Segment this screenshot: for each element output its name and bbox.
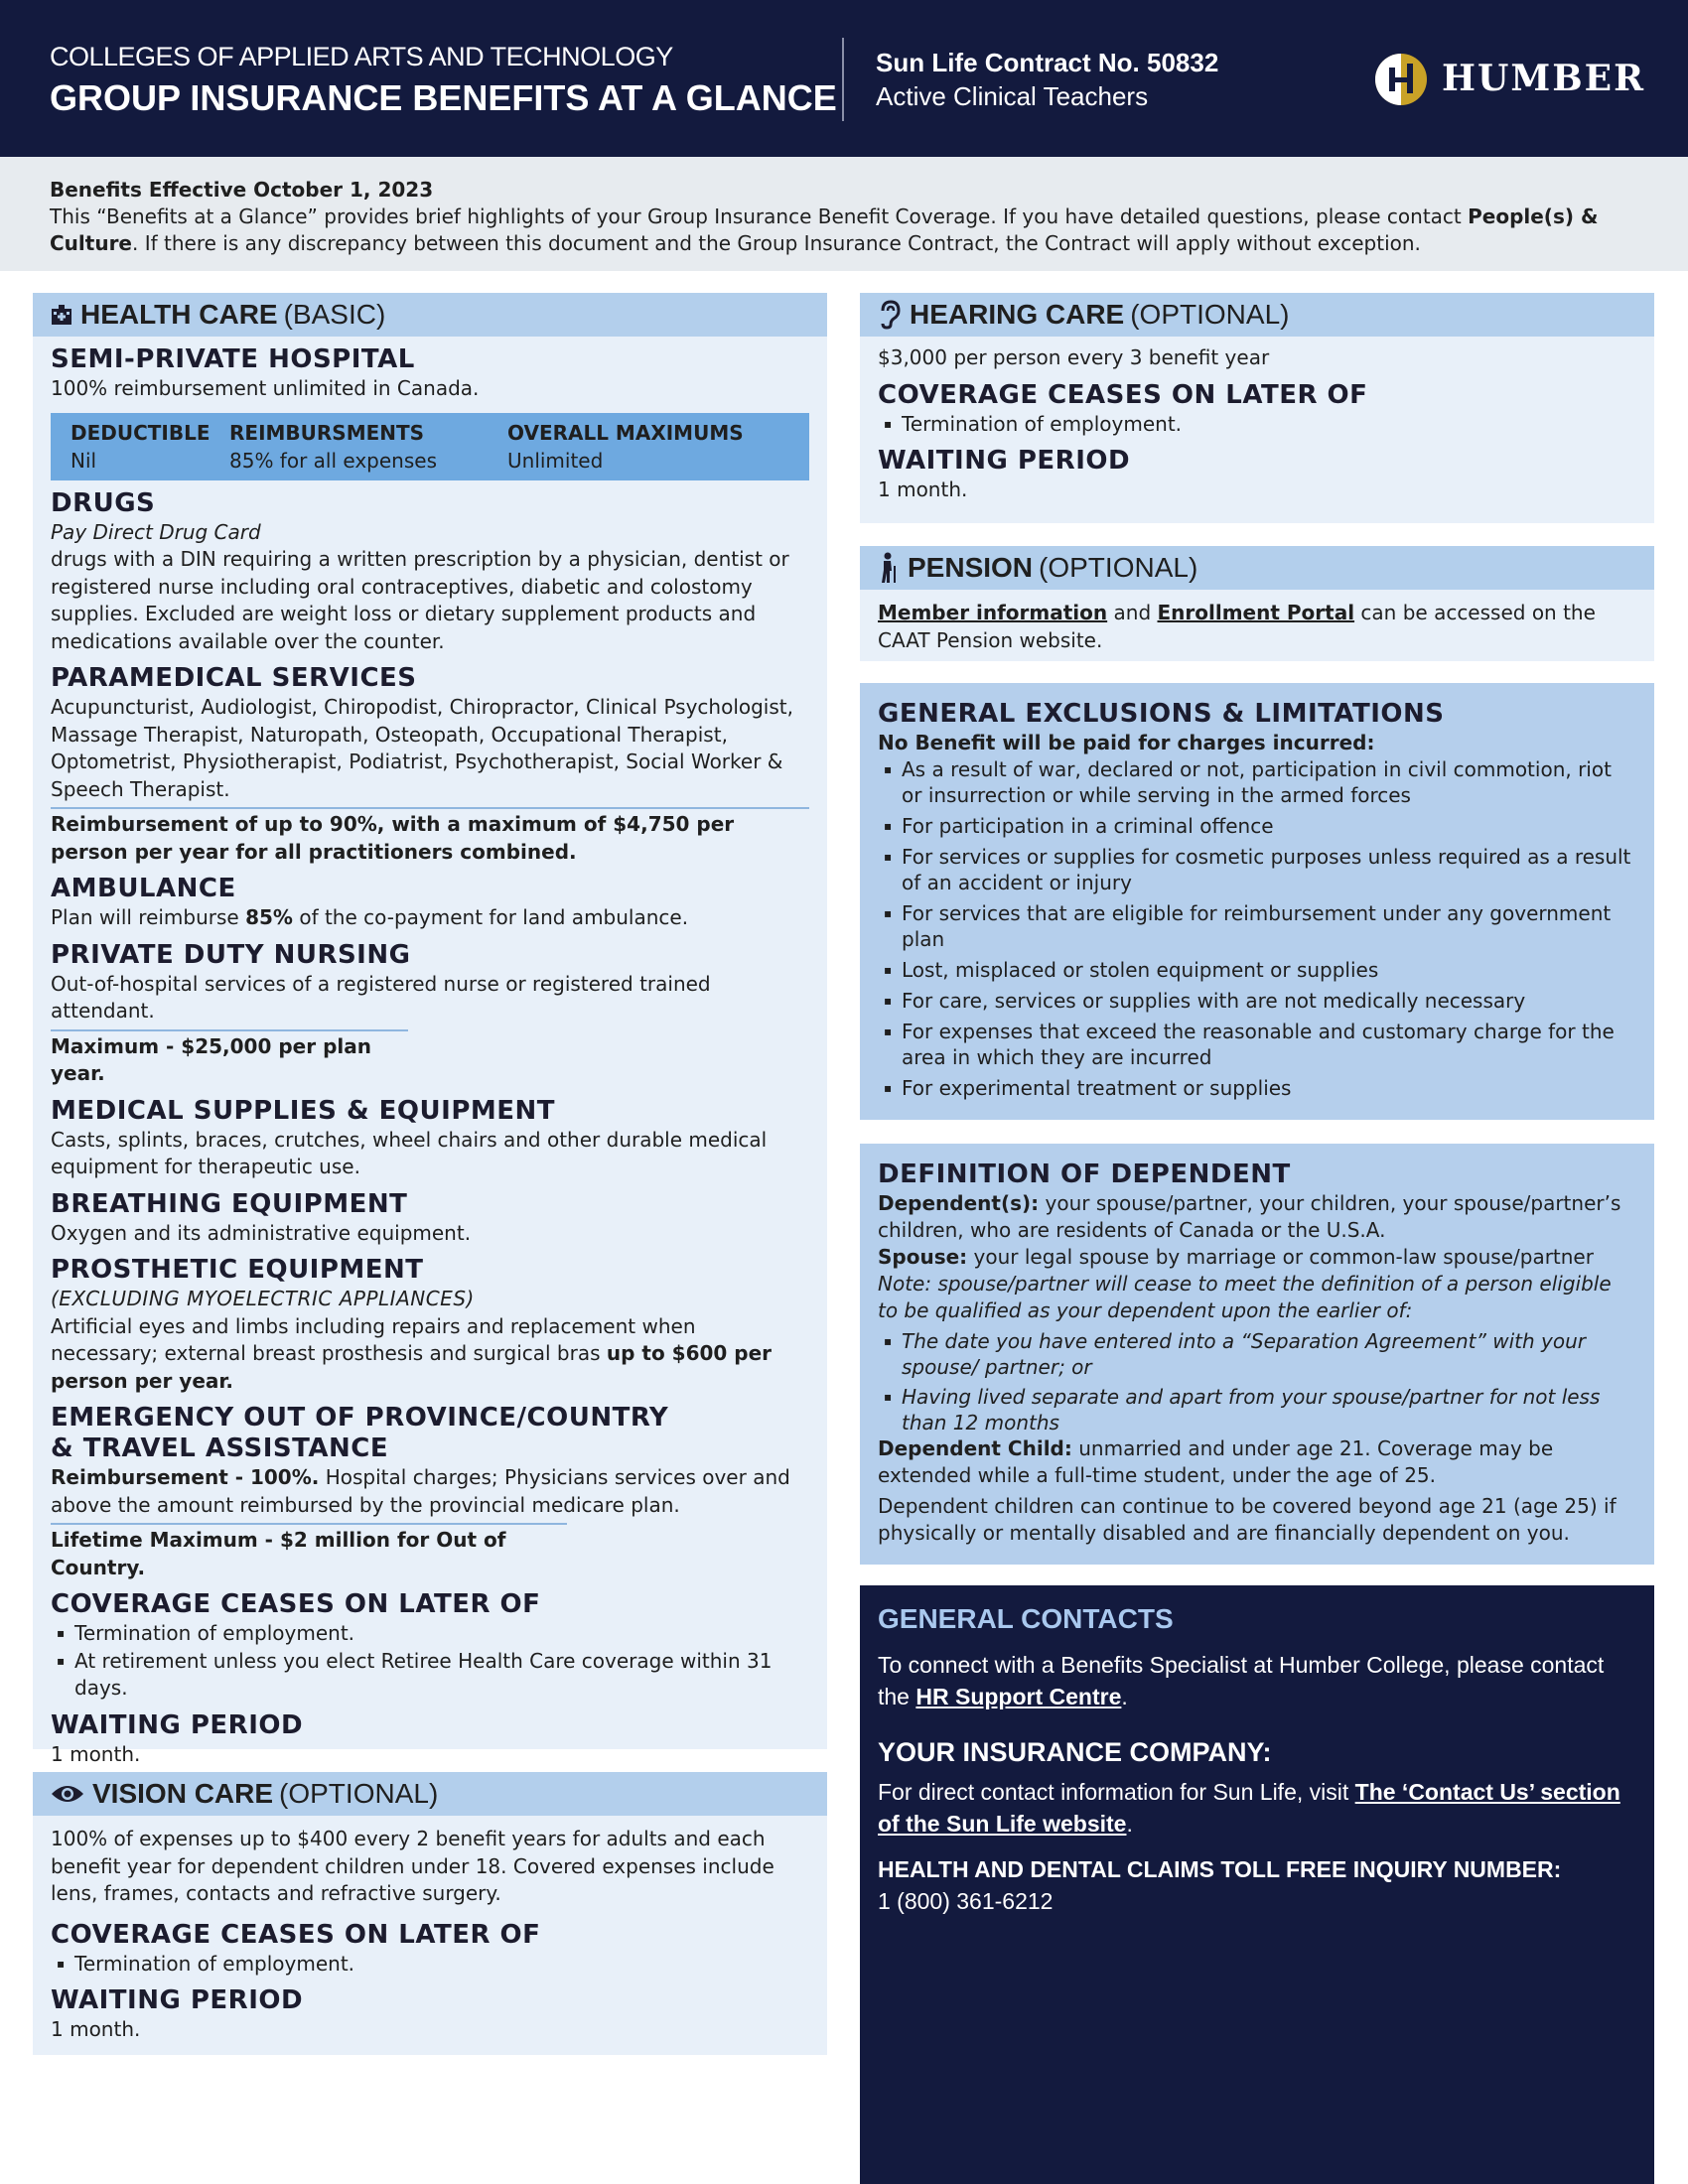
private-nursing-text: Out-of-hospital services of a registered nurse or registered trained attendant. bbox=[51, 971, 711, 1023]
drugs-text: drugs with a DIN requiring a written prescription by a physician, dentist or registered nurse including oral contraceptives, diabetic and colostomy supplies. Excluded are weight loss or dietary supplement products and medications available over the counter. bbox=[51, 547, 789, 653]
hr-contact-text: To connect with a Benefits Specialist at Humber College, please contact the HR Support Centre. bbox=[878, 1652, 1605, 1709]
disabled-children-text: Dependent children can continue to be covered beyond age 21 (age 25) if physically or mentally disabled and are financially dependent on you. bbox=[878, 1494, 1617, 1545]
hospital-text: 100% reimbursement unlimited in Canada. bbox=[51, 376, 480, 400]
hospital-heading: SEMI-PRIVATE HOSPITAL bbox=[51, 344, 415, 374]
exclusions-list bbox=[878, 756, 1636, 1101]
health-care-panel bbox=[33, 293, 827, 1766]
exclusions-heading: GENERAL EXCLUSIONS & LIMITATIONS bbox=[878, 699, 1445, 729]
emergency-maximum: Lifetime Maximum - $2 million for Out of Country. bbox=[51, 1523, 567, 1581]
medical-supplies-text: Casts, splints, braces, crutches, wheel chairs and other durable medical equipment for therapeutic use. bbox=[51, 1127, 768, 1178]
insurer-heading: YOUR INSURANCE COMPANY: bbox=[878, 1737, 1272, 1767]
waiting-period-text: 1 month. bbox=[51, 2017, 141, 2041]
vision-care-header bbox=[33, 1772, 827, 1816]
health-care-header bbox=[33, 293, 827, 337]
coverage-summary-bar: DEDUCTIBLE Nil REIMBURSMENTS 85% for all expenses OVERALL MAXIMUMS Unlimited bbox=[51, 413, 809, 480]
toll-free-number: 1 (800) 361-6212 bbox=[878, 1888, 1054, 1914]
private-nursing-maximum: Maximum - $25,000 per plan year. bbox=[51, 1029, 408, 1088]
list-item: ▪ For care, services or supplies with are not medically necessary bbox=[878, 988, 1636, 1014]
organization-name: COLLEGES OF APPLIED ARTS AND TECHNOLOGY bbox=[50, 42, 673, 71]
ambulance-text: Plan will reimburse 85% of the co-payment for land ambulance. bbox=[51, 905, 689, 929]
page-header bbox=[0, 0, 1688, 157]
employee-group: Active Clinical Teachers bbox=[876, 81, 1149, 111]
pension-text: Member information and Enrollment Portal can be accessed on the CAAT Pension website. bbox=[878, 601, 1596, 652]
list-item: ▪ For expenses that exceed the reasonable and customary charge for the area in which they are incurred bbox=[878, 1019, 1636, 1070]
coverage-ceases-list bbox=[51, 1951, 809, 1979]
spouse-note: Note: spouse/partner will cease to meet the definition of a person eligible to be qualified as your dependent upon the earlier of: bbox=[878, 1272, 1612, 1322]
enrollment-portal-link[interactable]: Enrollment Portal bbox=[1157, 601, 1355, 624]
section-title: PENSION bbox=[908, 552, 1034, 583]
coverage-ceases-heading: COVERAGE CEASES ON LATER OF bbox=[51, 1919, 541, 1950]
breathing-text: Oxygen and its administrative equipment. bbox=[51, 1220, 472, 1245]
dependent-text: Dependent(s): your spouse/partner, your children, your spouse/partner’s children, who are residents of Canada or the U.S.A. bbox=[878, 1191, 1621, 1242]
intro-section bbox=[0, 157, 1688, 271]
hearing-care-header bbox=[860, 293, 1654, 337]
exclusions-lead: No Benefit will be paid for charges incurred: bbox=[878, 731, 1375, 754]
prosthetic-heading: PROSTHETIC EQUIPMENT bbox=[51, 1255, 424, 1285]
person-cane-icon bbox=[878, 552, 900, 584]
coverage-ceases-heading: COVERAGE CEASES ON LATER OF bbox=[51, 1589, 541, 1619]
list-item: ▪ The date you have entered into a “Separation Agreement” with your spouse/ partner; or bbox=[878, 1328, 1636, 1380]
member-information-link[interactable]: Member information bbox=[878, 601, 1108, 624]
section-tag: (OPTIONAL) bbox=[279, 1778, 439, 1809]
ambulance-heading: AMBULANCE bbox=[51, 874, 236, 903]
reimbursement-value: 85% for all expenses bbox=[229, 448, 438, 473]
paramedical-maximum: Reimbursement of up to 90%, with a maximum of $4,750 per person per year for all practitioners combined. bbox=[51, 807, 809, 866]
section-tag: (OPTIONAL) bbox=[1039, 552, 1198, 583]
list-item: ▪ Termination of employment. bbox=[51, 1951, 809, 1979]
intro-text: This “Benefits at a Glance” provides brief highlights of your Group Insurance Benefit Coverage. If you have detailed questions, please contact People(s) & Culture. If there is any discrepancy between this document and the Group Insurance Contract, the Contract will apply without exception. bbox=[50, 205, 1599, 255]
section-tag: (BASIC) bbox=[283, 299, 386, 330]
humber-logo-text: HUMBER bbox=[1442, 58, 1646, 99]
dependent-definition-panel bbox=[860, 1144, 1654, 1565]
section-title: VISION CARE bbox=[92, 1778, 274, 1809]
section-title: HEARING CARE bbox=[910, 299, 1125, 330]
drugs-subtitle: Pay Direct Drug Card bbox=[51, 519, 261, 544]
general-contacts-panel bbox=[860, 1585, 1654, 2184]
coverage-ceases-heading: COVERAGE CEASES ON LATER OF bbox=[878, 379, 1368, 410]
section-title: HEALTH CARE bbox=[80, 299, 278, 330]
contacts-heading: GENERAL CONTACTS bbox=[878, 1603, 1174, 1634]
document-title: GROUP INSURANCE BENEFITS AT A GLANCE bbox=[50, 77, 837, 118]
vision-care-panel bbox=[33, 1772, 827, 2055]
dependent-heading: DEFINITION OF DEPENDENT bbox=[878, 1160, 1291, 1189]
paramedical-text: Acupuncturist, Audiologist, Chiropodist, Chiropractor, Clinical Psychologist, Massage Therapist, Naturopath, Osteopath, Occupational Therapist, Optometrist, Physiotherapist, Podiatrist, Psychotherapist, Social Worker & Speech Therapist. bbox=[51, 695, 793, 801]
hearing-text: $3,000 per person every 3 benefit year bbox=[878, 345, 1270, 369]
coverage-ceases-list bbox=[878, 411, 1636, 439]
list-item: ▪ For services that are eligible for reimbursement under any government plan bbox=[878, 900, 1636, 952]
waiting-period-text: 1 month. bbox=[878, 478, 968, 501]
note-list bbox=[878, 1328, 1636, 1435]
ear-icon bbox=[878, 300, 902, 330]
spouse-text: Spouse: your legal spouse by marriage or common-law spouse/partner bbox=[878, 1245, 1594, 1269]
pension-panel bbox=[860, 546, 1654, 661]
overall-max-value: Unlimited bbox=[507, 448, 604, 473]
drugs-heading: DRUGS bbox=[51, 487, 156, 518]
private-nursing-heading: PRIVATE DUTY NURSING bbox=[51, 939, 411, 970]
header-divider bbox=[842, 38, 844, 121]
coverage-ceases-list bbox=[51, 1620, 809, 1703]
list-item: ▪ Lost, misplaced or stolen equipment or supplies bbox=[878, 957, 1636, 983]
hearing-care-panel bbox=[860, 293, 1654, 523]
vision-text: 100% of expenses up to $400 every 2 benefit years for adults and each benefit year for dependent children under 18. Covered expenses include lens, frames, contacts and refractive surgery. bbox=[51, 1827, 774, 1905]
waiting-period-heading: WAITING PERIOD bbox=[878, 446, 1131, 476]
contract-number: Sun Life Contract No. 50832 bbox=[876, 48, 1219, 77]
prosthetic-text: Artificial eyes and limbs including repairs and replacement when necessary; external breast prosthesis and surgical bras up to $600 per person per year. bbox=[51, 1313, 773, 1393]
waiting-period-heading: WAITING PERIOD bbox=[51, 1709, 304, 1740]
list-item: ▪ Having lived separate and apart from your spouse/partner for not less than 12 months bbox=[878, 1384, 1636, 1435]
list-item: ▪ At retirement unless you elect Retiree Health Care coverage within 31 days. bbox=[51, 1648, 809, 1703]
deductible-value: Nil bbox=[70, 448, 97, 473]
insurer-text: For direct contact information for Sun Life, visit The ‘Contact Us’ section of the Sun Life website. bbox=[878, 1779, 1620, 1837]
list-item: ▪ For participation in a criminal offence bbox=[878, 813, 1636, 839]
waiting-period-text: 1 month. bbox=[51, 1741, 141, 1766]
breathing-heading: BREATHING EQUIPMENT bbox=[51, 1188, 408, 1219]
toll-free-heading: HEALTH AND DENTAL CLAIMS TOLL FREE INQUIRY NUMBER: bbox=[878, 1856, 1562, 1882]
humber-logo-icon bbox=[1373, 52, 1429, 107]
list-item: ▪ Termination of employment. bbox=[51, 1620, 809, 1648]
emergency-heading: EMERGENCY OUT OF PROVINCE/COUNTRY & TRAVEL ASSISTANCE bbox=[51, 1403, 669, 1463]
list-item: ▪ For experimental treatment or supplies bbox=[878, 1075, 1636, 1101]
list-item: ▪ As a result of war, declared or not, participation in civil commotion, riot or insurrection or while serving in the armed forces bbox=[878, 756, 1636, 808]
contact-department: People(s) & Culture bbox=[50, 205, 1599, 255]
hospital-icon bbox=[51, 304, 72, 326]
waiting-period-heading: WAITING PERIOD bbox=[51, 1985, 304, 2015]
medical-supplies-heading: MEDICAL SUPPLIES & EQUIPMENT bbox=[51, 1095, 555, 1126]
child-text: Dependent Child: unmarried and under age 21. Coverage may be extended while a full-time student, under the age of 25. bbox=[878, 1436, 1554, 1487]
sun-life-contact-link[interactable]: The ‘Contact Us’ section of the Sun Life website bbox=[878, 1779, 1620, 1837]
paramedical-heading: PARAMEDICAL SERVICES bbox=[51, 663, 417, 693]
section-tag: (OPTIONAL) bbox=[1130, 299, 1290, 330]
exclusions-panel bbox=[860, 683, 1654, 1120]
pension-header bbox=[860, 546, 1654, 590]
prosthetic-subtitle: (EXCLUDING MYOELECTRIC APPLIANCES) bbox=[51, 1287, 475, 1310]
list-item: ▪ For services or supplies for cosmetic purposes unless required as a result of an accident or injury bbox=[878, 844, 1636, 895]
hr-support-link[interactable]: HR Support Centre bbox=[915, 1684, 1122, 1709]
list-item: ▪ Termination of employment. bbox=[878, 411, 1636, 439]
emergency-text: Reimbursement - 100%. Hospital charges; Physicians services over and above the amount reimbursed by the provincial medicare plan. bbox=[51, 1465, 790, 1517]
effective-date: Benefits Effective October 1, 2023 bbox=[50, 178, 434, 202]
eye-icon bbox=[51, 1783, 84, 1805]
